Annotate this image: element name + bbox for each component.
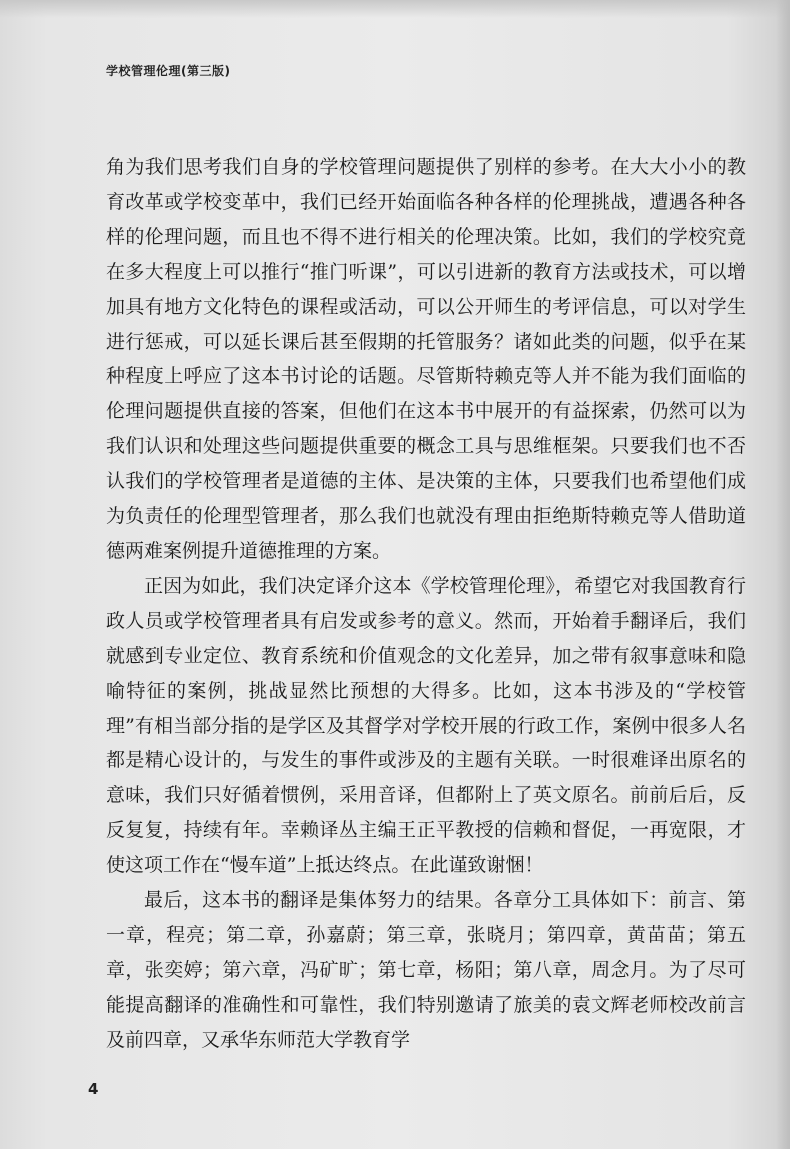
paragraph: 最后，这本书的翻译是集体努力的结果。各章分工具体如下：前言、第一章，程亮；第二章，孙嘉蔚；第三章，张晓月；第四章，黄苗苗；第五章，张奕婷；第六章，冯矿旷；第七章，杨阳；第八章，周念月。为了尽可能提高翻译的准确性和可靠性，我们特别邀请了旅美的袁文辉老师校改前言及前四章，又承华东师范大学教育学 [106,889,746,1051]
paragraph: 正因为如此，我们决定译介这本《学校管理伦理》，希望它对我国教育行政人员或学校管理者具有启发或参考的意义。然而，开始着手翻译后，我们就感到专业定位、教育系统和价值观念的文化差异，加之带有叙事意味和隐喻特征的案例，挑战显然比预想的大得多。比如，这本书涉及的“学校管理”有相当部分指的是学区及其督学对学校开展的行政工作，案例中很多人名都是精心设计的，与发生的事件或涉及的主题有关联。一时很难译出原名的意味，我们只好循着惯例，采用音译，但都附上了英文原名。前前后后，反反复复，持续有年。幸赖译丛主编王正平教授的信赖和督促，一再宽限，才使这项工作在“慢车道”上抵达终点。在此谨致谢悃！ [106,574,746,877]
running-header: 学校管理伦理(第三版) [106,64,231,78]
body-text [106,150,746,1058]
scan-shadow-top [0,0,790,18]
paragraph-continued: 角为我们思考我们自身的学校管理问题提供了别样的参考。在大大小小的教育改革或学校变革中，我们已经开始面临各种各样的伦理挑战，遭遇各种各样的伦理问题，而且也不得不进行相关的伦理决策。比如，我们的学校究竟在多大程度上可以推行“推门听课”，可以引进新的教育方法或技术，可以增加具有地方文化特色的课程或活动，可以公开师生的考评信息，可以对学生进行惩戒，可以延长课后甚至假期的托管服务？诸如此类的问题，似乎在某种程度上呼应了这本书讨论的话题。尽管斯特赖克等人并不能为我们面临的伦理问题提供直接的答案，但他们在这本书中展开的有益探索，仍然可以为我们认识和处理这些问题提供重要的概念工具与思维框架。只要我们也不否认我们的学校管理者是道德的主体、是决策的主体，只要我们也希望他们成为负责任的伦理型管理者，那么我们也就没有理由拒绝斯特赖克等人借助道德两难案例提升道德推理的方案。 [106,156,746,562]
scan-shadow-right [776,0,790,1149]
page-number: 4 [88,1080,99,1098]
